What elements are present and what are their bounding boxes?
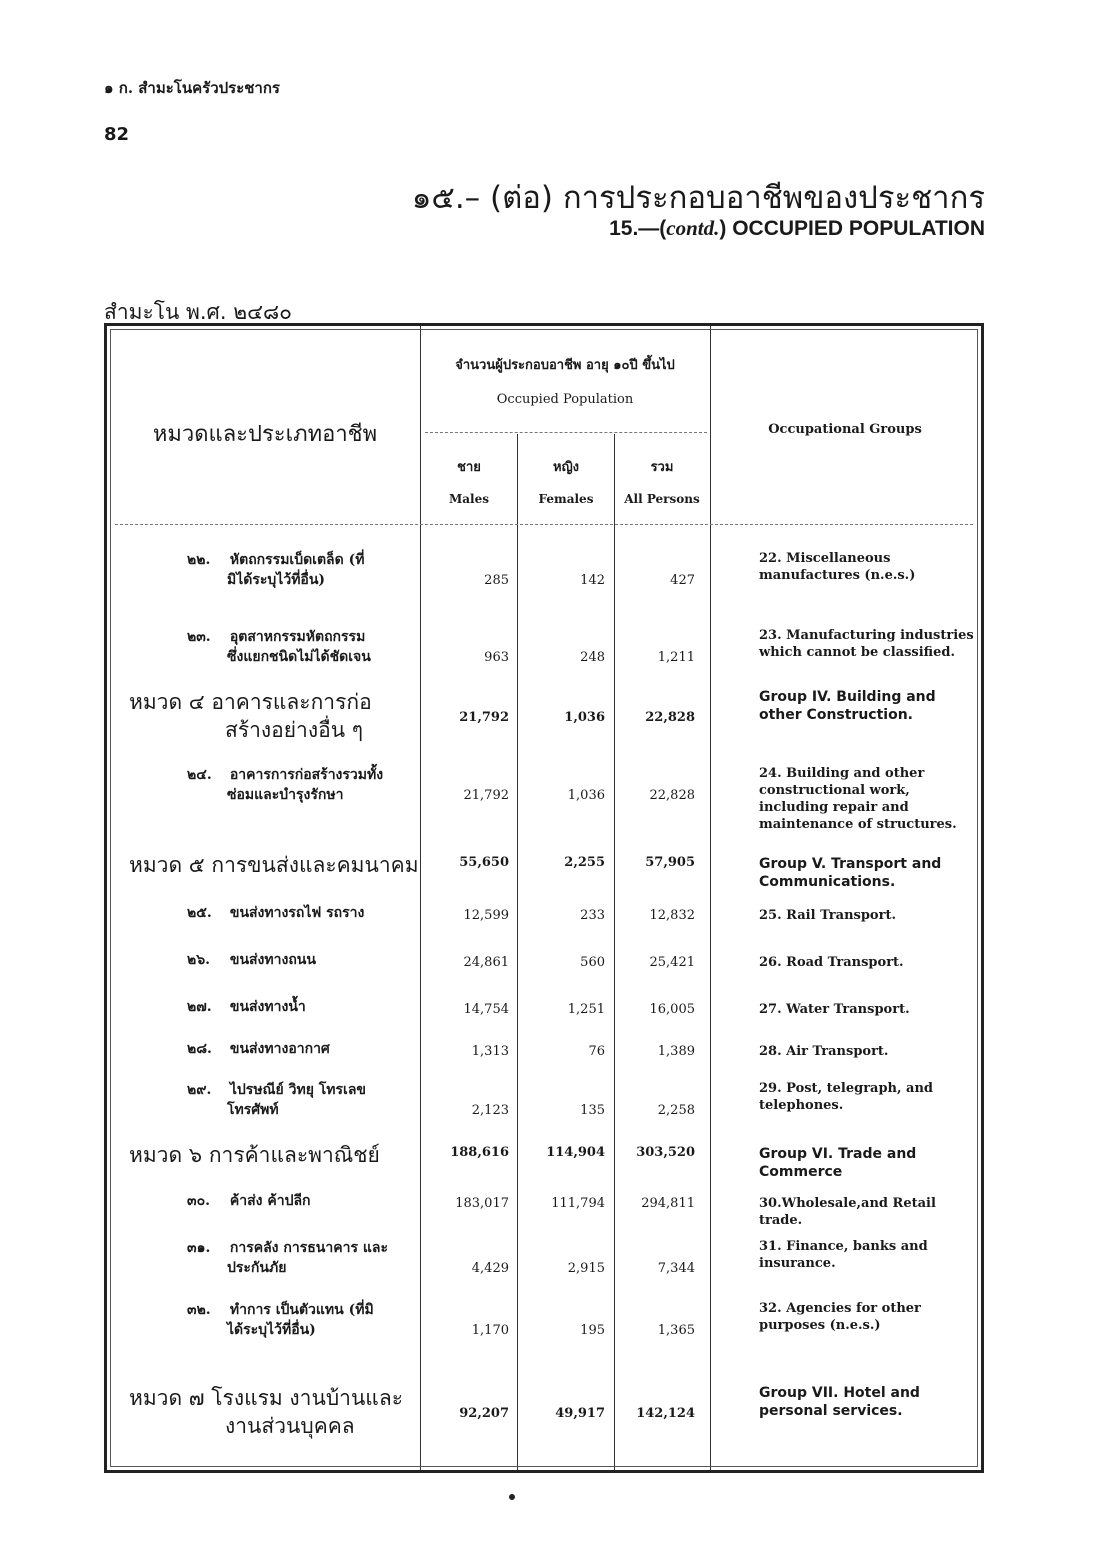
females-value: 195 — [580, 1323, 605, 1338]
males-value: 12,599 — [463, 908, 509, 923]
occupational-group-english: 27. Water Transport. — [759, 1002, 910, 1017]
occupational-group-english: Group V. Transport and Communications. — [759, 856, 942, 891]
occupational-group-english: 26. Road Transport. — [759, 955, 904, 970]
occupational-group-english: Group VI. Trade and Commerce — [759, 1146, 917, 1181]
category-label-continued: สร้างอย่างอื่น ๆ — [225, 718, 364, 743]
title-contd: contd. — [666, 216, 720, 240]
occupational-group-english: 30.Wholesale,and Retail trade. — [759, 1196, 936, 1228]
males-value: 21,792 — [459, 710, 509, 725]
category-name — [187, 1192, 419, 1212]
category-code: หมวด ๕ — [129, 853, 205, 877]
males-value: 55,650 — [459, 855, 509, 870]
page-footer-dot — [509, 1494, 515, 1500]
total-value: 294,811 — [641, 1196, 695, 1211]
category-name — [187, 766, 419, 805]
header-occupational-groups: Occupational Groups — [768, 422, 922, 437]
category-label: การขนส่งและคมนาคม — [211, 853, 419, 877]
category-name — [187, 1081, 419, 1120]
category-code: ๒๔. — [187, 767, 212, 783]
category-name — [129, 1384, 419, 1441]
running-head: ๑ ก. สำมะโนครัวประชากร — [104, 79, 280, 97]
males-value: 24,861 — [463, 955, 509, 970]
category-name — [129, 688, 419, 745]
category-label-continued: ซ่อมและบำรุงรักษา — [227, 786, 344, 803]
category-label-continued: โทรศัพท์ — [227, 1101, 279, 1118]
category-name — [129, 1141, 419, 1169]
category-label: อาคารและการก่อ — [211, 690, 372, 714]
category-name — [129, 851, 419, 879]
category-name — [187, 904, 419, 924]
males-value: 14,754 — [463, 1002, 509, 1017]
category-name — [187, 1239, 419, 1278]
females-value: 1,251 — [567, 1002, 605, 1017]
category-code: หมวด ๔ — [129, 690, 205, 714]
category-code: ๒๕. — [187, 905, 212, 921]
males-value: 2,123 — [471, 1103, 509, 1118]
header-males-english: Males — [448, 492, 489, 506]
males-value: 1,313 — [471, 1044, 509, 1059]
header-category: หมวดและประเภทอาชีพ — [152, 422, 378, 447]
occupational-group-english: 31. Finance, banks and insurance. — [759, 1239, 928, 1271]
total-value: 57,905 — [645, 855, 695, 870]
header-males-thai: ชาย — [457, 460, 481, 475]
header-rule — [115, 524, 973, 525]
total-value: 303,520 — [636, 1145, 695, 1160]
occupational-group-english: 24. Building and other constructional work, including repair and maintenance of structures. — [759, 766, 957, 832]
category-label-continued: ซึ่งแยกชนิดไม่ได้ชัดเจน — [227, 648, 371, 665]
total-value: 16,005 — [649, 1002, 695, 1017]
occupational-group-english: 29. Post, telegraph, and telephones. — [759, 1081, 934, 1113]
males-value: 92,207 — [459, 1406, 509, 1421]
category-code: หมวด ๖ — [129, 1143, 203, 1167]
occupation-table — [104, 323, 984, 1473]
occupational-group-english: Group VII. Hotel and personal services. — [759, 1385, 920, 1420]
occupational-group-english: 25. Rail Transport. — [759, 908, 896, 923]
occupational-group-english: 22. Miscellaneous manufactures (n.e.s.) — [759, 551, 916, 583]
females-value: 111,794 — [551, 1196, 605, 1211]
females-value: 142 — [580, 573, 605, 588]
category-label: อุตสาหกรรมหัตถกรรม — [229, 629, 366, 645]
category-code: ๒๓. — [187, 629, 211, 645]
females-value: 1,036 — [567, 788, 605, 803]
category-label: ทำการ เป็นตัวแทน (ที่มิ — [229, 1302, 374, 1318]
occupational-group-english: Group IV. Building and other Construction. — [759, 689, 936, 724]
males-value: 188,616 — [450, 1145, 509, 1160]
category-code: ๓๒. — [187, 1302, 211, 1318]
category-label: ขนส่งทางรถไฟ รถราง — [229, 905, 365, 921]
males-value: 285 — [484, 573, 509, 588]
occupational-group-english: 28. Air Transport. — [759, 1044, 889, 1059]
total-value: 1,365 — [657, 1323, 695, 1338]
category-label-continued: ประกันภัย — [227, 1259, 287, 1276]
header-females-thai: หญิง — [553, 460, 579, 475]
category-code: ๓๑. — [187, 1240, 211, 1256]
column-divider — [420, 326, 421, 1470]
category-code: หมวด ๗ — [129, 1386, 205, 1410]
females-value: 49,917 — [555, 1406, 605, 1421]
category-label-continued: มิได้ระบุไว้ที่อื่น) — [227, 571, 326, 588]
females-value: 233 — [580, 908, 605, 923]
total-value: 7,344 — [657, 1261, 695, 1276]
males-value: 4,429 — [471, 1261, 509, 1276]
males-value: 1,170 — [471, 1323, 509, 1338]
occupational-group-english: 23. Manufacturing industries which cannot be classified. — [759, 628, 974, 660]
total-value: 1,389 — [657, 1044, 695, 1059]
category-label-continued: งานส่วนบุคคล — [225, 1414, 355, 1439]
category-label: ขนส่งทางอากาศ — [229, 1041, 330, 1057]
category-label: การคลัง การธนาคาร และ — [229, 1240, 388, 1256]
category-code: ๒๘. — [187, 1041, 212, 1057]
category-name — [187, 998, 419, 1018]
total-value: 25,421 — [649, 955, 695, 970]
census-year-label: สำมะโน พ.ศ. ๒๔๘๐ — [104, 300, 292, 324]
column-divider — [710, 326, 711, 1470]
females-value: 2,255 — [564, 855, 605, 870]
column-divider — [614, 434, 615, 1470]
males-value: 183,017 — [455, 1196, 509, 1211]
category-code: ๒๖. — [187, 952, 210, 968]
header-occupied-english: Occupied Population — [496, 392, 634, 407]
males-value: 963 — [484, 650, 509, 665]
page-number: 82 — [104, 124, 130, 145]
total-value: 142,124 — [636, 1406, 695, 1421]
total-value: 427 — [670, 573, 695, 588]
category-name — [187, 551, 419, 590]
table-title-thai: ๑๕.– (ต่อ) การประกอบอาชีพของประชากร — [411, 180, 985, 216]
category-label: โรงแรม งานบ้านและ — [211, 1386, 403, 1410]
total-value: 22,828 — [649, 788, 695, 803]
header-occupied-thai: จำนวนผู้ประกอบอาชีพ อายุ ๑๐ปี ขึ้นไป — [455, 358, 675, 373]
title-prefix: 15.—( — [609, 217, 667, 240]
males-value: 21,792 — [463, 788, 509, 803]
category-label: อาคารการก่อสร้างรวมทั้ง — [229, 767, 384, 783]
header-subdivider — [425, 432, 707, 433]
column-divider — [517, 434, 518, 1470]
category-name — [187, 1040, 419, 1060]
females-value: 560 — [580, 955, 605, 970]
category-code: ๒๙. — [187, 1082, 212, 1098]
total-value: 12,832 — [649, 908, 695, 923]
females-value: 1,036 — [564, 710, 605, 725]
category-name — [187, 1301, 419, 1340]
category-label: ไปรษณีย์ วิทยุ โทรเลข — [229, 1082, 366, 1098]
category-name — [187, 628, 419, 667]
header-total-thai: รวม — [650, 460, 674, 475]
header-females-english: Females — [538, 492, 594, 506]
category-name — [187, 951, 419, 971]
category-label: ค้าส่ง ค้าปลีก — [229, 1193, 311, 1209]
females-value: 76 — [588, 1044, 605, 1059]
females-value: 248 — [580, 650, 605, 665]
category-label: ขนส่งทางน้ำ — [229, 999, 306, 1015]
total-value: 2,258 — [657, 1103, 695, 1118]
category-label: หัตถกรรมเบ็ดเตล็ด (ที่ — [229, 552, 365, 568]
category-label: การค้าและพาณิชย์ — [208, 1143, 380, 1167]
category-label-continued: ได้ระบุไว้ที่อื่น) — [227, 1321, 316, 1338]
total-value: 22,828 — [645, 710, 695, 725]
category-label: ขนส่งทางถนน — [229, 952, 316, 968]
table-title-english — [609, 216, 985, 241]
females-value: 114,904 — [546, 1145, 605, 1160]
females-value: 135 — [580, 1103, 605, 1118]
category-code: ๒๒. — [187, 552, 211, 568]
category-code: ๒๗. — [187, 999, 212, 1015]
header-total-english: All Persons — [624, 492, 700, 506]
title-suffix: ) OCCUPIED POPULATION — [719, 217, 985, 240]
females-value: 2,915 — [567, 1261, 605, 1276]
category-code: ๓๐. — [187, 1193, 210, 1209]
occupational-group-english: 32. Agencies for other purposes (n.e.s.) — [759, 1301, 921, 1333]
total-value: 1,211 — [657, 650, 695, 665]
